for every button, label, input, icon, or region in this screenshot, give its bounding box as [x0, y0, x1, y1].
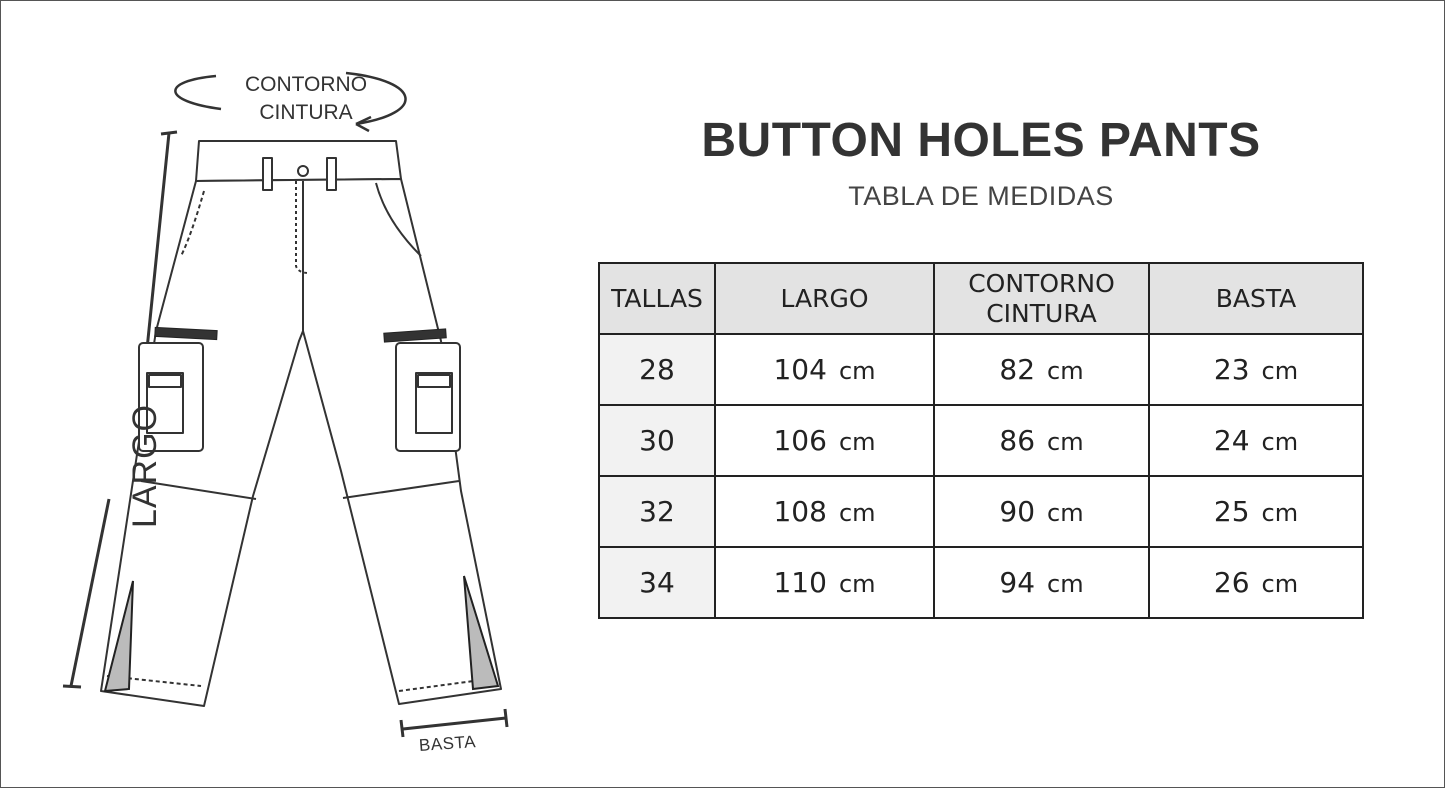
size-cell — [599, 405, 715, 476]
unit-label: cm — [1261, 499, 1299, 527]
basta-cell — [1149, 476, 1363, 547]
unit-label: cm — [838, 428, 876, 456]
size-cell — [599, 334, 715, 405]
size-cell — [599, 547, 715, 618]
table-row — [599, 334, 1363, 405]
unit-label: cm — [1047, 499, 1084, 527]
unit-label: cm — [1047, 357, 1084, 385]
largo-cell — [715, 476, 934, 547]
unit-label: cm — [1261, 570, 1299, 598]
unit-label: cm — [1047, 570, 1084, 598]
basta-value: 23 — [1213, 353, 1250, 386]
unit-label: cm — [1261, 428, 1299, 456]
contorno-value: 90 — [999, 495, 1036, 528]
page-title: BUTTON HOLES PANTS — [701, 114, 1261, 167]
largo-value: 108 — [773, 495, 827, 528]
basta-value: 25 — [1213, 495, 1250, 528]
waist-label-line-2: CINTURA — [259, 101, 353, 124]
unit-label: cm — [838, 499, 876, 527]
header-contorno-line-2: CINTURA — [986, 298, 1097, 328]
contorno-value: 86 — [999, 424, 1036, 457]
table-row — [599, 476, 1363, 547]
basta-cell — [1149, 405, 1363, 476]
size-cell — [599, 476, 715, 547]
pants-illustration — [41, 41, 561, 781]
unit-label: cm — [838, 570, 876, 598]
size-value: 28 — [639, 353, 675, 386]
basta-value: 24 — [1213, 424, 1250, 457]
size-value: 34 — [639, 566, 675, 599]
unit-label: cm — [1261, 357, 1299, 385]
contorno-cell — [934, 547, 1149, 618]
length-label: LARGO — [126, 403, 164, 529]
waist-label-line-1: CONTORNO — [244, 73, 368, 96]
basta-cell — [1149, 547, 1363, 618]
largo-value: 104 — [773, 353, 827, 386]
header-largo: LARGO — [715, 263, 934, 334]
header-basta: BASTA — [1149, 263, 1363, 334]
page-subtitle: TABLA DE MEDIDAS — [848, 181, 1114, 211]
header-contorno-line-1: CONTORNO — [968, 268, 1115, 298]
contorno-cell — [934, 476, 1149, 547]
header-tallas: TALLAS — [599, 263, 715, 334]
basta-value: 26 — [1213, 566, 1250, 599]
largo-cell — [715, 334, 934, 405]
contorno-cell — [934, 405, 1149, 476]
largo-cell — [715, 547, 934, 618]
contorno-value: 94 — [999, 566, 1036, 599]
pants-drawing — [41, 41, 561, 781]
unit-label: cm — [838, 357, 876, 385]
table-row — [599, 547, 1363, 618]
size-value: 32 — [639, 495, 675, 528]
table-header-row — [599, 263, 1363, 334]
header-contorno — [934, 263, 1149, 334]
size-value: 30 — [639, 424, 675, 457]
contorno-value: 82 — [999, 353, 1036, 386]
largo-cell — [715, 405, 934, 476]
basta-cell — [1149, 334, 1363, 405]
largo-value: 106 — [773, 424, 827, 457]
contorno-cell — [934, 334, 1149, 405]
table-row — [599, 405, 1363, 476]
size-table — [598, 262, 1364, 619]
hem-label: BASTA — [418, 732, 477, 755]
unit-label: cm — [1047, 428, 1084, 456]
waist-label — [226, 71, 386, 127]
largo-value: 110 — [773, 566, 827, 599]
